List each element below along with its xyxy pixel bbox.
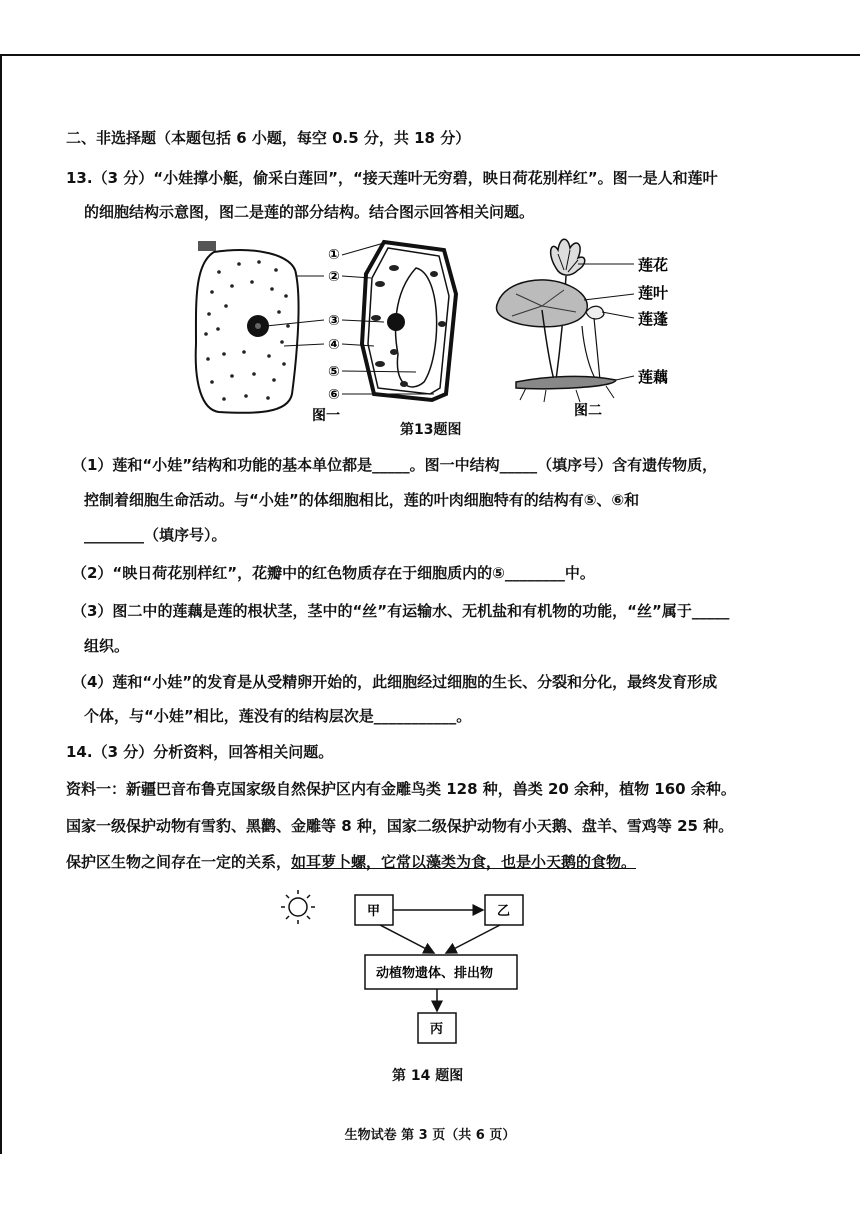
q13-part4-line2: 个体，与“小娃”相比，莲没有的结构层次是___________。 — [84, 707, 472, 725]
figure-2-caption: 图二 — [574, 403, 602, 419]
q13-part3-line1: （3）图二中的莲藕是莲的根状茎，茎中的“丝”有运输水、无机盐和有机物的功能，“丝”属于_____ — [72, 602, 730, 620]
q13-part4-line1: （4）莲和“小娃”的发育是从受精卵开始的，此细胞经过细胞的生长、分裂和分化，最终发育形成 — [72, 673, 718, 691]
label-lotus-flower: 莲花 — [638, 256, 669, 274]
q14-intro: 14.（3 分）分析资料，回答相关问题。 — [66, 743, 334, 761]
q13-part2: （2）“映日荷花别样红”，花瓣中的红色物质存在于细胞质内的⑤________中。 — [72, 564, 595, 582]
leader-lines — [578, 264, 634, 380]
box-remains-label: 动植物遗体、排出物 — [376, 966, 494, 981]
q14-material1-line2: 国家一级保护动物有雪豹、黑鹳、金雕等 8 种，国家二级保护动物有小天鹅、盘羊、雪鸡等 25 种。 — [66, 817, 734, 835]
figure-14-title: 第 14 题图 — [392, 1068, 464, 1084]
lotus-structure-figure — [486, 230, 706, 420]
lotus-leaf — [496, 280, 587, 327]
stamp-mark — [198, 241, 216, 251]
marker-6: ⑥ — [328, 387, 340, 403]
box-bing-label: 丙 — [430, 1022, 444, 1037]
label-lotus-root: 莲藕 — [638, 368, 669, 386]
q13-part1-line3: ________（填序号）。 — [84, 526, 227, 544]
page-footer: 生物试卷 第 3 页（共 6 页） — [344, 1128, 516, 1143]
box-jia-label: 甲 — [367, 904, 381, 919]
figure-1-caption: 图一 — [312, 408, 340, 424]
marker-3: ③ — [328, 313, 340, 329]
q14-material1-line3 — [66, 852, 806, 872]
q13-part3-line2: 组织。 — [84, 637, 130, 655]
marker-2: ② — [328, 269, 340, 285]
lotus-pod — [586, 306, 604, 319]
marker-4: ④ — [328, 337, 340, 353]
box-yi-label: 乙 — [497, 904, 511, 919]
lotus-root — [516, 376, 616, 388]
q14-material1-line3-underlined: 如耳萝卜螺，它常以藻类为食，也是小天鹅的食物。 — [291, 853, 637, 871]
q14-material1-line3-plain: 保护区生物之间存在一定的关系， — [66, 853, 292, 871]
q13-part1-line1: （1）莲和“小娃”结构和功能的基本单位都是_____。图一中结构_____（填序号）含有遗传物质， — [72, 456, 718, 474]
q13-intro-line1: 13.（3 分）“小娃撑小艇，偷采白莲回”，“接天莲叶无穷碧，映日荷花别样红”。图一是人和莲叶 — [66, 169, 718, 187]
cell-structure-figure — [184, 234, 474, 429]
section-title: 二、非选择题（本题包括 6 小题，每空 0.5 分，共 18 分） — [66, 129, 471, 147]
lotus-flower — [551, 239, 585, 275]
energy-flow-diagram — [270, 885, 560, 1050]
cytoplasm-dots — [204, 260, 290, 401]
figure-13-title: 第13题图 — [400, 422, 462, 438]
q14-material1-line1: 资料一：新疆巴音布鲁克国家级自然保护区内有金雕鸟类 128 种，兽类 20 余种，植物 160 余种。 — [66, 780, 736, 798]
animal-cell-membrane — [196, 250, 299, 413]
q13-part1-line2: 控制着细胞生命活动。与“小娃”的体细胞相比，莲的叶肉细胞特有的结构有⑤、⑥和 — [84, 491, 640, 509]
q13-intro-line2: 的细胞结构示意图，图二是莲的部分结构。结合图示回答相关问题。 — [84, 203, 535, 221]
page-border-left — [0, 54, 2, 1154]
label-lotus-pod: 莲蓬 — [638, 310, 669, 328]
marker-5: ⑤ — [328, 364, 340, 380]
marker-1: ① — [328, 247, 340, 263]
sun-icon — [281, 890, 315, 924]
plant-cell-nucleus — [387, 313, 405, 331]
label-lotus-leaf: 莲叶 — [638, 284, 669, 302]
page-border-top — [0, 54, 860, 56]
